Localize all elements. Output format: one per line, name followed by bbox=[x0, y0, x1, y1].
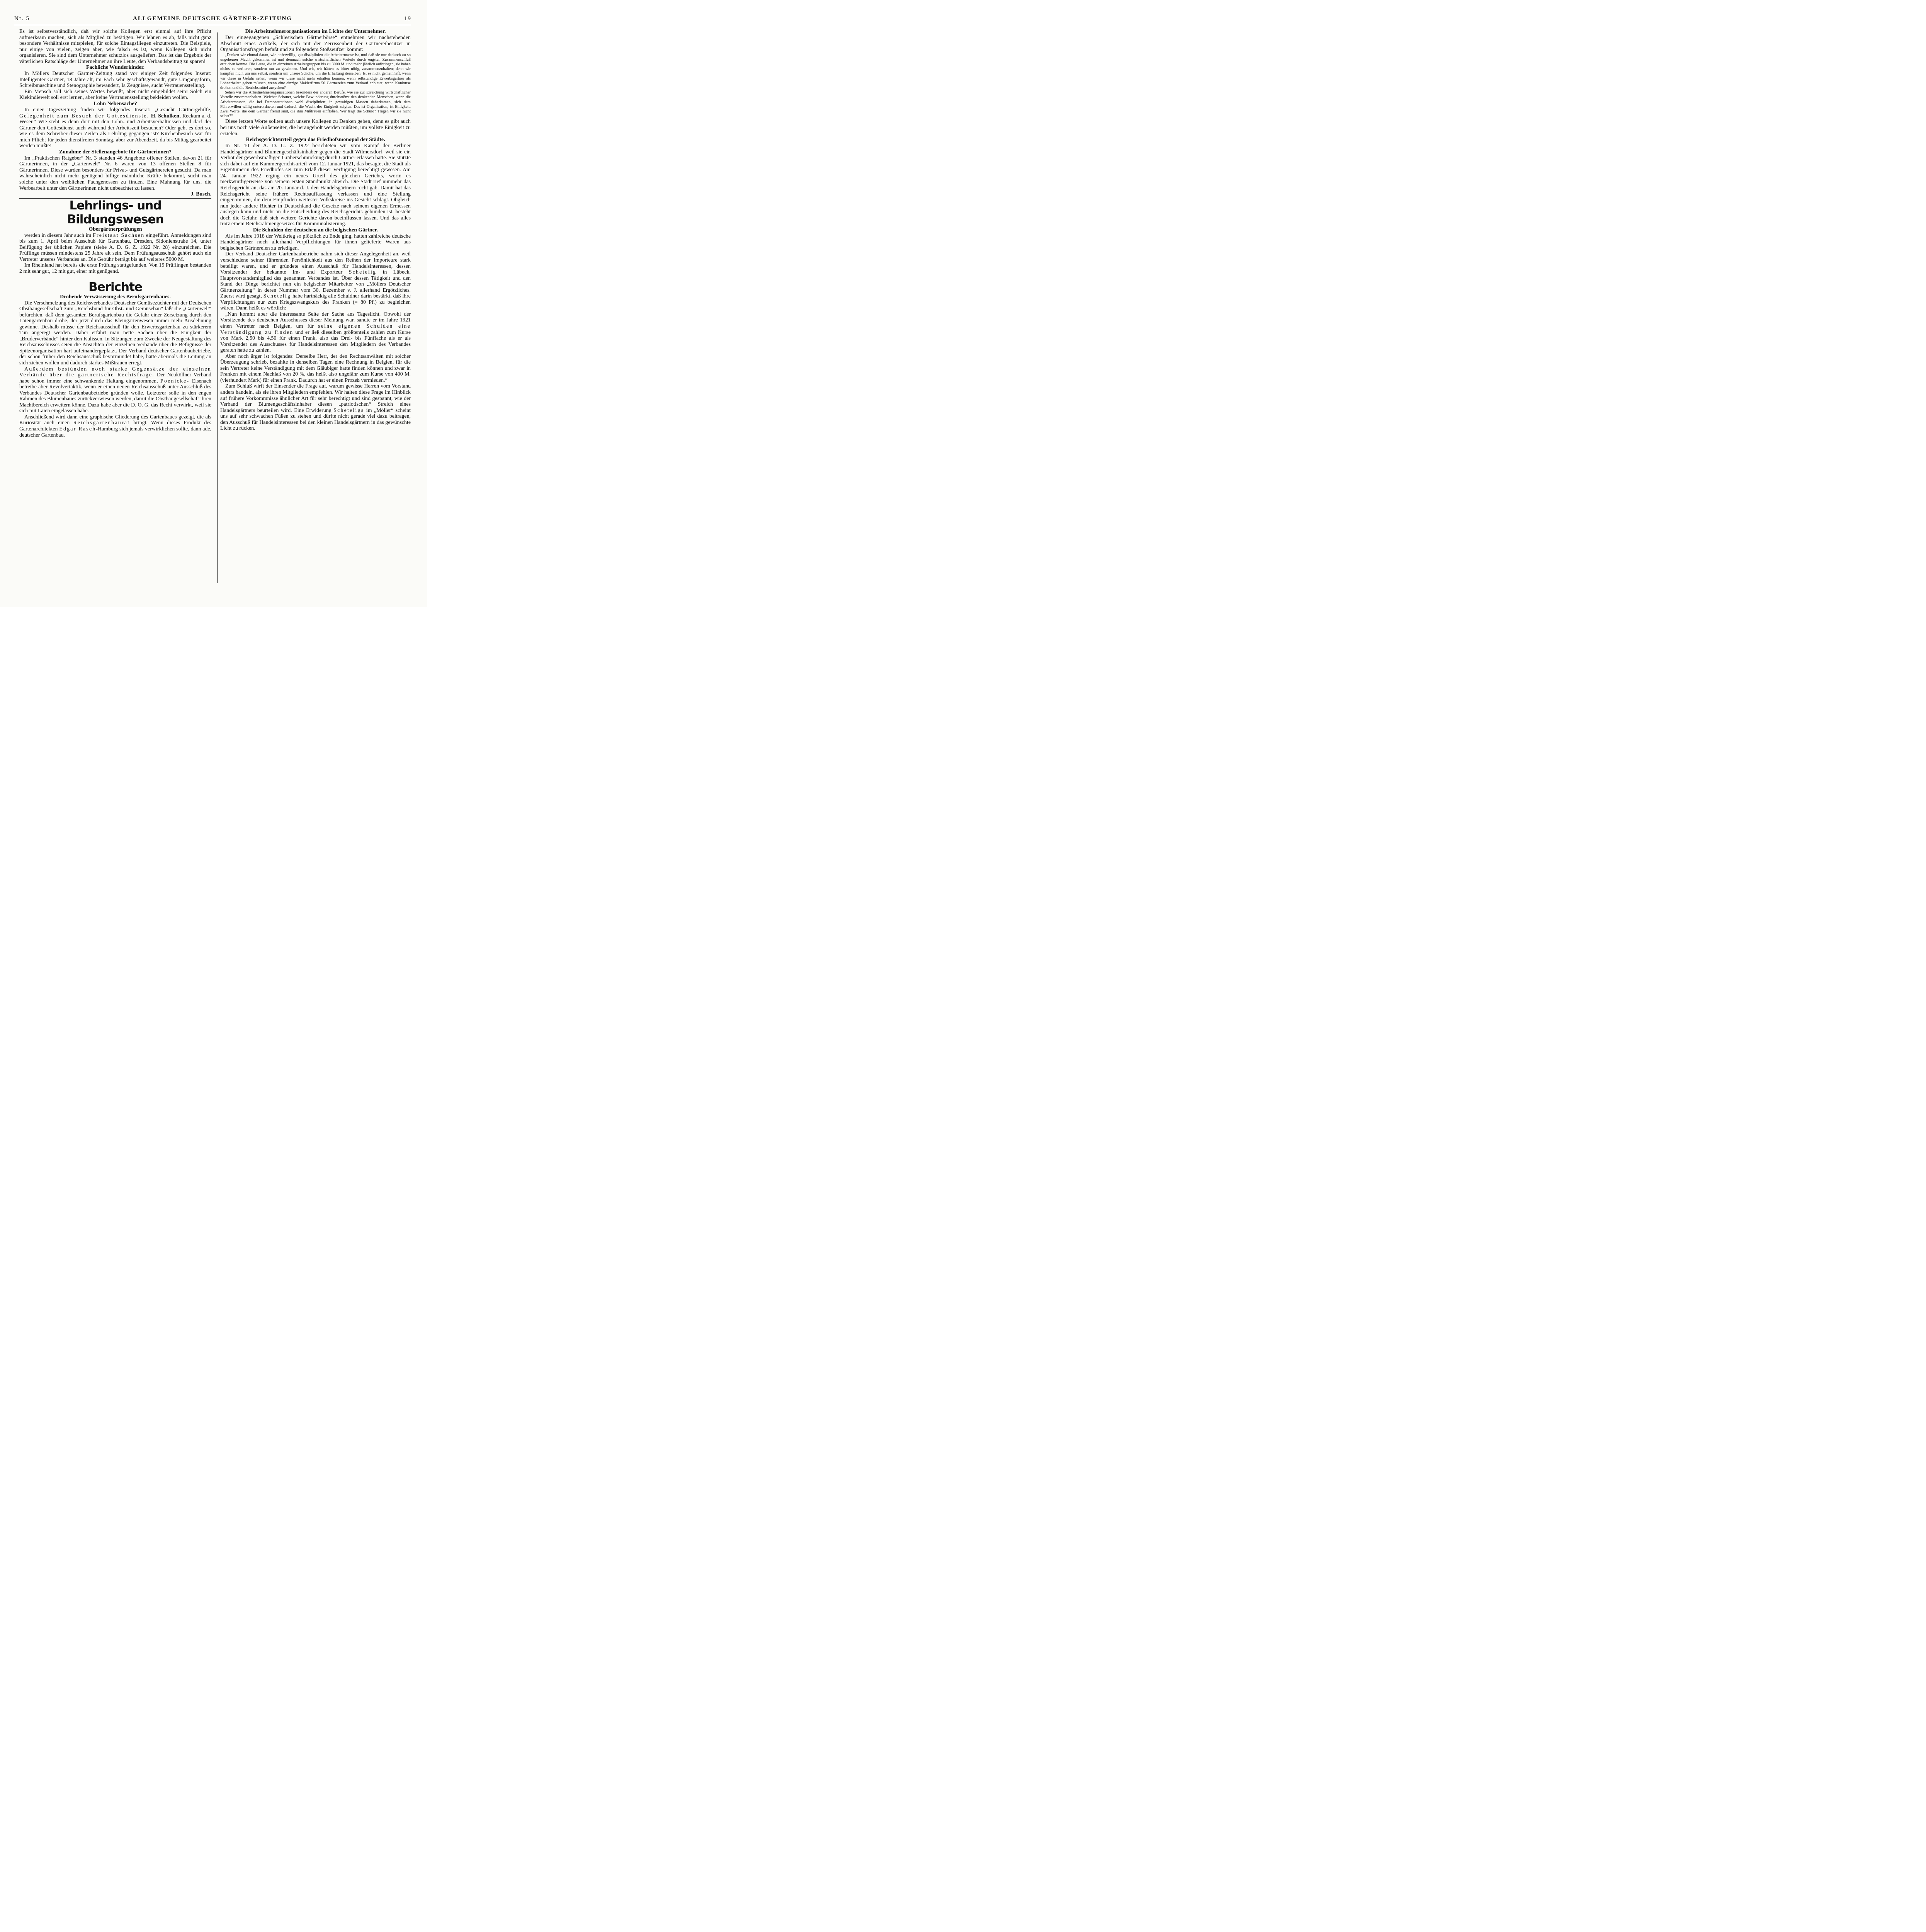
text-run: habe hartnäckig alle Schuldner darin bestärkt, daß ihre Verpflichtungen nur zum Kriegszwangskurs des Franken (= 80 Pf.) zu begleichen wären. Dann heißt es wörtlich: bbox=[220, 293, 411, 311]
article-heading: Zunahme der Stellenangebote für Gärtnerinnen? bbox=[59, 149, 172, 155]
paragraph bbox=[220, 383, 411, 431]
right-column bbox=[220, 29, 411, 608]
spaced-text: Außerdem bestünden noch starke Gegensätze der einzelnen Verbände über die gärtnerische Rechtsfrage. bbox=[19, 366, 211, 378]
column-divider bbox=[217, 32, 218, 583]
paragraph bbox=[220, 311, 411, 354]
spaced-text: Schetelig bbox=[263, 293, 291, 299]
section-heading: Berichte bbox=[88, 280, 142, 294]
paragraph bbox=[19, 107, 211, 149]
issue-number: Nr. 5 bbox=[14, 15, 30, 22]
paragraph: Im „Praktischen Ratgeber“ Nr. 3 standen 46 Angebote offener Stellen, davon 21 für Gärtnerinnen, in der „Gartenwelt“ Nr. 6 waren von 13 offenen Stellen 8 für Gärtnerinnen. Diese wurden besonders für Privat- und Gutsgärtnereien gesucht. Da man wahrscheinlich nicht mehr genügend billige männliche Kräfte bekommt, sucht man solche unter den weiblichen Fachgenossen zu finden. Eine Mahnung für uns, die Werbearbeit unter den Gärtnerinnen nicht unbeachtet zu lassen. bbox=[19, 155, 211, 191]
spaced-text: Freistaat Sachsen bbox=[92, 232, 145, 238]
quoted-paragraph: Sehen wir die Arbeitnehmerorganisationen besonders der anderen Berufe, wie sie zur Erreichung wirtschaftlicher Vorteile zusammenhalten. Welcher Schauer, welche Bewunderung durchströmt den denkenden Menschen, wenn die Arbeitermassen, die bei Demonstrationen wohl diszipliniert, in gewaltigen Massen daherkamen, sich dem Führerwillen willig unterordneten und dadurch die Wucht der Einigkeit zeigten. Das ist Organisation, ist Einigkeit. Zwei Worte, die dem Gärtner fremd sind, die ihm Mißtrauen einflößen. Wer trägt die Schuld? Tragen wir sie nicht selbst?“ bbox=[220, 90, 411, 119]
spaced-text: Edgar Rasch bbox=[59, 426, 96, 432]
paragraph bbox=[19, 414, 211, 438]
paragraph: Diese letzten Worte sollten auch unsere Kollegen zu Denken geben, denn es gibt auch bei uns noch viele Außenseiter, die herangeholt werden müßten, um vollste Einigkeit zu erzielen. bbox=[220, 119, 411, 137]
text-run: Reckum a. d. Weser.“ Wie steht es denn dort mit den Lohn- und Arbeitsverhältnissen und darf der Gärtner den Gottesdienst auch während der Arbeitszeit besuchen? Oder geht es dort so, wie es dem Schreiber dieser Zeilen als Lehrling gegangen ist? Kirchenbesuch war für mich Pflicht für jeden dienstfreien Sonntag, aber zur Abendzeit, da bis Mittag gearbeitet werden mußte! bbox=[19, 113, 211, 149]
left-column bbox=[19, 29, 211, 608]
paragraph: Als im Jahre 1918 der Weltkrieg so plötzlich zu Ende ging, hatten zahlreiche deutsche Handelsgärtner noch allerhand Verpflichtungen für ihnen gelieferte Waren aus belgischen Gärtnereien zu erledigen. bbox=[220, 233, 411, 251]
section-heading: Lehrlings- und Bildungswesen bbox=[67, 198, 164, 226]
text-run: werden in diesem Jahr auch im bbox=[24, 232, 92, 238]
paragraph bbox=[220, 251, 411, 311]
spaced-text: Schetelig bbox=[348, 269, 377, 276]
text-run: Anschließend wird dann eine graphische Gliederung des Gartenbaues gezeigt, die als Kuriosität auch einen bbox=[19, 414, 211, 426]
spaced-text: Poenicke- bbox=[160, 378, 190, 384]
text-run: Der Verband Deutscher Gartenbaubetriebe nahm sich dieser Angelegenheit an, weil verschiedene seiner führenden Persönlichkeit aus den Reihen der Importeure stark beteiligt waren, und er gründete einen Ausschuß für Handelsinteressen, dessen Vorsitzender der bekannte Im- und Exporteur bbox=[220, 251, 411, 276]
newspaper-title: ALLGEMEINE DEUTSCHE GÄRTNER-ZEITUNG bbox=[133, 15, 292, 22]
text-run: bringt. Wenn dieses Produkt des Gartenarchitekten bbox=[19, 420, 211, 432]
paragraph: In Möllers Deutscher Gärtner-Zeitung stand vor einiger Zeit folgendes Inserat: Intelligenter Gärtner, 18 Jahre alt, im Fach sehr geschäftsgewandt, gute Umgangsform, Schreibmaschine und Stenographie bewandert, Ia Zeugnisse, sucht Vertrauensstellung. bbox=[19, 71, 211, 89]
paragraph: Es ist selbstverständlich, daß wir solche Kollegen erst einmal auf ihre Pflicht aufmerksam machen, sich als Mitglied zu betätigen. Wir lehnen es ab, falls nicht ganz besondere Verhältnisse mitspielen, für solche Eintagsfliegen einzutreten. Die Beispiele, nur einige von vielen, zeigen aber, wie falsch es ist, wenn Kollegen sich nicht organisieren. Sie sind dem Unternehmer schutzlos ausgeliefert. Das ist das Ergebnis der väterlichen Ratschläge der Unternehmer an ihre Leute, den Verbandsbeitrag zu sparen! bbox=[19, 29, 211, 65]
text-run: Eisenach betreibe aber Revolvertaktik, wenn er einen neuen Reichsausschuß unter Ausschluß des Verbandes Deutscher Gartenbaubetriebe gründen wolle. Letzterer solle in den engen Rahmen des Blumenbaues zurückverwiesen werden, damit die Obstbaugesellschaft ihren Machtbereich erweitern könne. Dazu habe aber die D. O. G. das Recht verwirkt, weil sie sich mit Laien eingelassen habe. bbox=[19, 378, 211, 414]
paragraph: Der eingegangenen „Schlesischen Gärtnerbörse“ entnehmen wir nachstehenden Abschnitt eines Artikels, der sich mit der Zerrissenheit der Gärtnereibesitzer in Organisationsfragen befaßt und zu folgendem Stoßseufzer kommt: bbox=[220, 35, 411, 53]
quoted-paragraph: „Denken wir einmal daran, wie opferwillig, gut diszipliniert die Arbeitermasse ist, und daß sie nur dadurch zu so ungeheurer Macht gekommen ist und demnach solche wirtschaftlichen Vorteile durch engsten Zusammenschluß erreichen konnte. Die Leute, die in einzelnen Arbeitergruppen bis zu 3000 M. und mehr jährlich aufbringen, sie haben nichts zu verlieren, sondern nur zu gewinnen. Und wir, wir hätten es bitter nötig, zusammenzuhalten; denn wir kämpfen nicht um uns selbst, sondern um unsere Scholle, um die Erhaltung derselben. Ist es nicht gemeinhaft, wenn wir diese in Gefahr sehen, wenn wir diese nicht mehr erhalten können, wenn selbständige Erwerbsgärtner als Lohnarbeiter gehen müssen, wenn eine einzige Maklerfirma 50 Gärtnereien zum Verkauf anbietet, wenn Konkurse drohen und die Betriebsmittel ausgehen? bbox=[220, 53, 411, 90]
page-number: 19 bbox=[404, 15, 411, 22]
text-run: im „Möller“ scheint uns auf sehr schwachen Füßen zu stehen und dürfte nicht gerade viel dazu beitragen, den Ausschuß für Handelsinteressen bei den kleinen Handelsgärtnern in das gewünschte Licht zu rücken. bbox=[220, 407, 411, 432]
article-heading: Die Arbeitnehmerorganisationen im Lichte der Unternehmer. bbox=[245, 29, 386, 34]
text-run: in Lübeck, Hauptvorstandsmitglied des genannten Verbandes ist. Über dessen Tätigkeit und den Stand der Dinge berichtet nun ein belgischer Mitarbeiter von „Möllers Deutscher Gärtnerzeitung“ in deren Nummer vom 30. Dezember v. J. allerhand Ergötzliches. Zuerst wird gesagt, bbox=[220, 269, 411, 299]
paragraph: Im Rheinland hat bereits die erste Prüfung stattgefunden. Von 15 Prüflingen bestanden 2 mit sehr gut, 12 mit gut, einer mit genügend. bbox=[19, 262, 211, 274]
paragraph: Die Verschmelzung des Reichsverbandes Deutscher Gemüsezüchter mit der Deutschen Obstbaugesellschaft zum „Reichsbund für Obst- und Gemüsebau“ läßt die „Gartenwelt“ befürchten, daß dem gesamten Berufsgartenbau die Gefahr einer Zersetzung durch den Laiengartenbau drohe, der jetzt durch das Kleingartenwesen immer mehr Ausdehnung gewinne. Deshalb müsse der Reichsausschuß für den Erwerbsgartenbau zu stärkerem Tun angeregt werden. Dabei erfährt man nette Sachen über die Einigkeit der „Bruderverbände“ hinter den Kulissen. In Sitzungen zum Zwecke der Neugestaltung des Reichsausschusses seien die Ansichten der einzelnen Verbände über die Befugnisse der Spitzenorganisation hart aufeinandergeplatzt. Der Verband deutscher Gartenbaubetriebe, der schon früher den Reichsausschuß bevormundet habe, hätte abermals die Leitung an sich ziehen wollen und dadurch starkes Mißtrauen erregt. bbox=[19, 300, 211, 366]
page-header bbox=[14, 15, 411, 24]
article-heading: Die Schulden der deutschen an die belgischen Gärtner. bbox=[253, 227, 378, 233]
text-run: eingeführt. Anmeldungen sind bis zum 1. April beim Ausschuß für Gartenbau, Dresden, Sidonienstraße 14, unter Beifügung der üblichen Papiere (siehe A. D. G. Z. 1922 Nr. 28) einzureichen. Die Prüflinge müssen mindestens 25 Jahre alt sein. Dem Prüfungsausschuß gehört auch ein Vertreter unseres Verbandes an. Die Gebühr beträgt bis auf weiteres 5000 M. bbox=[19, 232, 211, 262]
article-heading: Lohn Nebensache? bbox=[93, 101, 137, 107]
article-heading: Drohende Verwässerung des Berufsgartenbaues. bbox=[60, 294, 171, 300]
spaced-text: Reichsgartenbaurat bbox=[73, 420, 130, 426]
spaced-text: seine eigenen Schulden eine Verständigung zu finden bbox=[220, 323, 411, 335]
article-heading: Reichsgerichtsurteil gegen das Friedhofsmonopol der Städte. bbox=[246, 137, 385, 143]
signature: J. Busch. bbox=[190, 191, 211, 197]
article-heading: Obergärtnerprüfungen bbox=[88, 226, 142, 232]
text-run: „Nun kommt aber die interessante Seite der Sache ans Tageslicht. Obwohl der Vorsitzende des deutschen Ausschusses dieser Meinung war, sandte er im Jahre 1921 einen Vertreter nach Belgien, um für bbox=[220, 311, 411, 329]
article-heading: Fachliche Wunderkinder. bbox=[86, 65, 145, 71]
text-run: Zum Schluß wirft der Einsender die Frage auf, warum gewisse Herren vom Vorstand anders handeln, als sie ihren Mitgliedern empfehlen. Wir halten diese Frage im Hinblick auf frühere Vorkommnisse ähnlicher Art für sehr berechtigt und sind gespannt, wie der Verband der Blumengeschäftsinhaber diesen „patriotischen“ Streich eines Handelsgärtners beurteilen wird. Eine Erwiderung bbox=[220, 383, 411, 413]
paragraph: In Nr. 10 der A. D. G. Z. 1922 berichteten wir vom Kampf der Berliner Handelsgärtner und Blumengeschäftsinhaber gegen die Stadt Wilmersdorf, weil sie ein Verbot der gewerbsmäßigen Gräberschmückung durch Gärtner erlassen hatte. Sie stützte sich dabei auf ein Kammergerichtsurteil vom 12. Januar 1921, das besagte, die Stadt als Eigentümerin des Friedhofes sei zum Erlaß dieser Verfügung berechtigt gewesen. Am 24. Januar 1922 erging ein neues Urteil des gleichen Gerichts, worin es merkwürdigerweise von seinem ersten Standpunkt abwich. Die Stadt rief nunmehr das Reichsgericht an, das am 20. Januar d. J. den Handelsgärtnern recht gab. Damit hat das Reichsgericht seine frühere Rechtsauffassung verlassen und eine Stellung eingenommen, die dem Empfinden weitester Volkskreise ins Gesicht schlägt. Obgleich nun jeder andere Richter in Deutschland die Gesetze nach seinem eigenen Ermessen auslegen kann und nicht an die Entscheidung des Reichsgerichts gebunden ist, besteht doch die Gefahr, daß sich weitere Gerichte davon beeinflussen lassen. Und das alles trotz einem Reichsrahmengesetzes für Kommunalisierung. bbox=[220, 143, 411, 227]
text-run: und er ließ dieselben größtenteils zahlen zum Kurse von Mark 2,50 bis 4,50 für einen Frank, also das Drei- bis Fünffache als er als Vorsitzender des Ausschusses für Handelsinteressen den Mitgliedern des Verbandes geraten hatte zu zahlen. bbox=[220, 329, 411, 354]
text-run: -Hamburg sich jemals verwirklichen sollte, dann ade, deutscher Gartenbau. bbox=[19, 426, 211, 438]
text-run: Der Neuköllner Verband habe schon immer eine schwankende Haltung eingenommen, bbox=[19, 372, 211, 384]
paragraph: Aber noch ärger ist folgendes: Derselbe Herr, der den Rechtsanwälten mit solcher Überzeugung schrieb, bezahlte in denselben Tagen eine Rechnung in Belgien, für die sein Vertreter keine Verständigung mit dem Gläubiger hatte finden können und zwar in Franken mit einem Nachlaß von 20 %, das heißt also ungefähr zum Kurse von 400 M. (vierhundert Mark) für einen Frank. Dadurch hat er einen Prozeß vermieden.“ bbox=[220, 353, 411, 383]
paragraph bbox=[19, 233, 211, 263]
paragraph bbox=[19, 366, 211, 414]
newspaper-page bbox=[0, 0, 427, 607]
text-run: In einer Tageszeitung finden wir folgendes Inserat: „Gesucht Gärtnergehilfe, bbox=[24, 107, 211, 113]
bold-text: H. Schulken, bbox=[151, 113, 181, 119]
spaced-text: Gelegenheit zum Besuch der Gottesdienste. bbox=[19, 113, 150, 119]
spaced-text: Scheteligs bbox=[333, 407, 364, 413]
paragraph: Ein Mensch soll sich seines Wertes bewußt, aber nicht eingebildet sein! Solch ein Kiekindiewelt soll erst lernen, aber keine Vertrauensstellung bekleiden wollen. bbox=[19, 88, 211, 101]
